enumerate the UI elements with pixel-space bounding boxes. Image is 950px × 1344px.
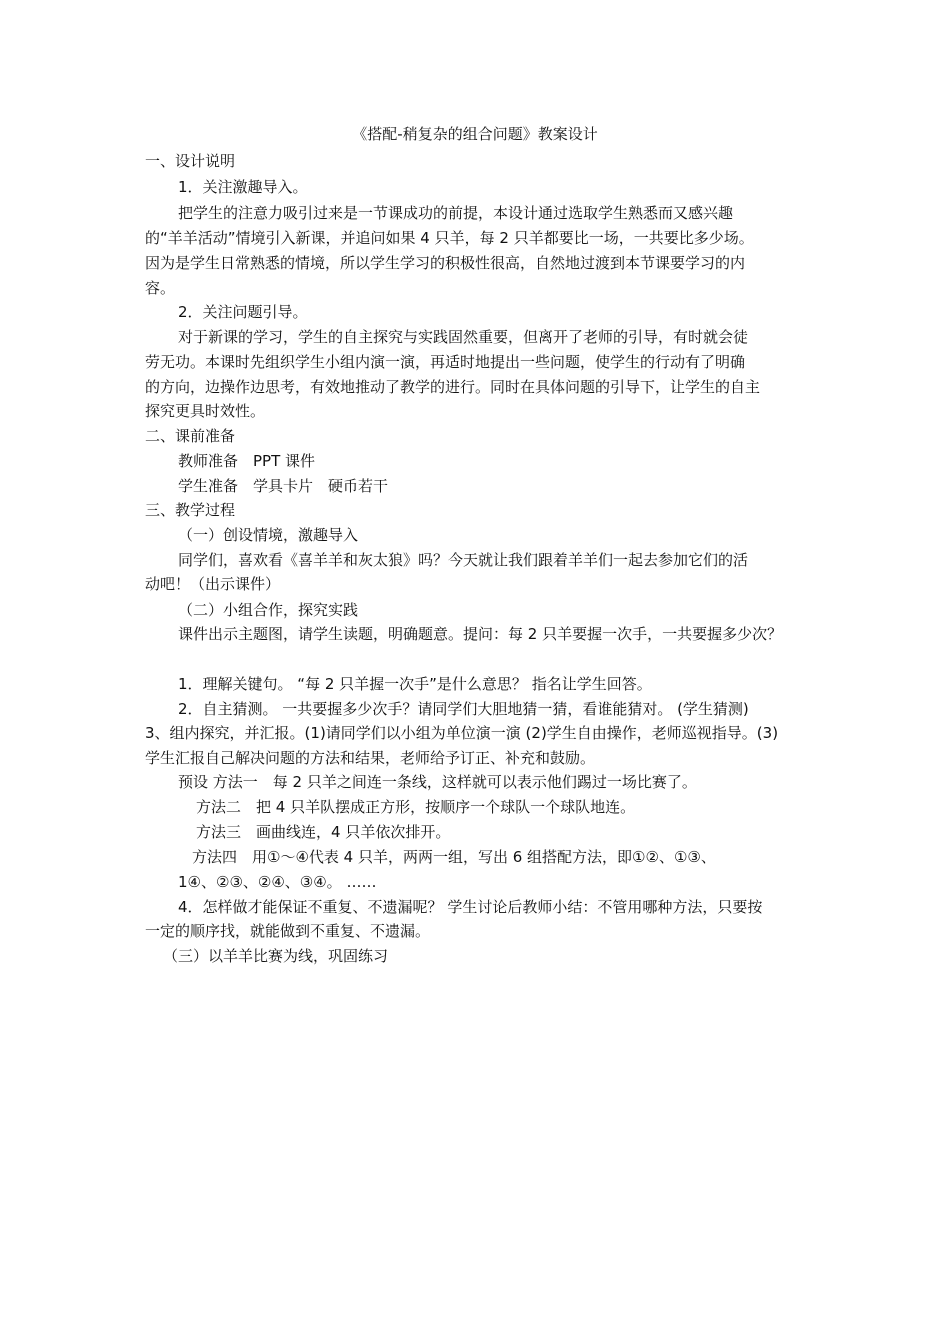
paragraph-line: 因为是学生日常熟悉的情境，所以学生学习的积极性很高，自然地过渡到本节课要学习的内: [145, 254, 746, 272]
paragraph-line: 2．自主猜测。 一共要握多少次手？请同学们大胆地猜一猜，看谁能猜对。 (学生猜测): [178, 700, 749, 718]
paragraph-line: 的“羊羊活动”情境引入新课，并追问如果 4 只羊，每 2 只羊都要比一场，一共要比多少场。: [145, 229, 754, 247]
paragraph-line: 探究更具时效性。: [145, 402, 266, 420]
paragraph-line: 方法四 用①～④代表 4 只羊，两两一组，写出 6 组搭配方法，即①②、①③、: [192, 848, 716, 866]
paragraph-line: 同学们，喜欢看《喜羊羊和灰太狼》吗？今天就让我们跟着羊羊们一起去参加它们的活: [178, 551, 749, 569]
paragraph-line: 学生汇报自己解决问题的方法和结果，老师给予订正、补充和鼓励。: [145, 749, 596, 767]
paragraph-line: 动吧！（出示课件）: [145, 575, 281, 593]
subsection-heading: （三）以羊羊比赛为线，巩固练习: [163, 947, 389, 965]
subsection-heading: （二）小组合作，探究实践: [178, 601, 359, 619]
document-title: 《搭配-稍复杂的组合问题》教案设计: [352, 125, 598, 143]
paragraph-line: 容。: [145, 279, 176, 297]
paragraph-line: 4．怎样做才能保证不重复、不遗漏呢？ 学生讨论后教师小结：不管用哪种方法，只要按: [178, 898, 763, 916]
paragraph-line: 课件出示主题图，请学生读题，明确题意。提问：每 2 只羊要握一次手，一共要握多少次？: [178, 625, 783, 643]
paragraph-line: 学生准备 学具卡片 硬币若干: [178, 477, 389, 495]
paragraph-line: 方法三 画曲线连，4 只羊依次排开。: [196, 823, 451, 841]
paragraph-line: 对于新课的学习，学生的自主探究与实践固然重要，但离开了老师的引导，有时就会徒: [178, 328, 749, 346]
section-heading: 三、教学过程: [145, 501, 236, 519]
paragraph-line: 把学生的注意力吸引过来是一节课成功的前提，本设计通过选取学生熟悉而又感兴趣: [178, 204, 734, 222]
subsection-heading: （一）创设情境，激趣导入: [178, 526, 359, 544]
section-heading: 一、设计说明: [145, 152, 236, 170]
paragraph-line: 一定的顺序找，就能做到不重复、不遗漏。: [145, 922, 431, 940]
section-heading: 二、课前准备: [145, 427, 236, 445]
paragraph-line: 教师准备 PPT 课件: [178, 452, 316, 470]
paragraph-line: 3、组内探究，并汇报。(1)请同学们以小组为单位演一演 (2)学生自由操作，老师巡视指导。(3): [145, 724, 779, 742]
paragraph-line: 预设 方法一 每 2 只羊之间连一条线，这样就可以表示他们踢过一场比赛了。: [178, 773, 697, 791]
paragraph-line: 劳无功。本课时先组织学生小组内演一演，再适时地提出一些问题，使学生的行动有了明确: [145, 353, 746, 371]
paragraph-line: 1④、②③、②④、③④。 ……: [178, 873, 377, 891]
paragraph-line: 1．理解关键句。 “每 2 只羊握一次手”是什么意思？ 指名让学生回答。: [178, 675, 652, 693]
subsection-heading: 2．关注问题引导。: [178, 303, 308, 321]
subsection-heading: 1．关注激趣导入。: [178, 178, 308, 196]
paragraph-line: 方法二 把 4 只羊队摆成正方形，按顺序一个球队一个球队地连。: [196, 798, 636, 816]
paragraph-line: 的方向，边操作边思考，有效地推动了教学的进行。同时在具体问题的引导下，让学生的自主: [145, 378, 761, 396]
